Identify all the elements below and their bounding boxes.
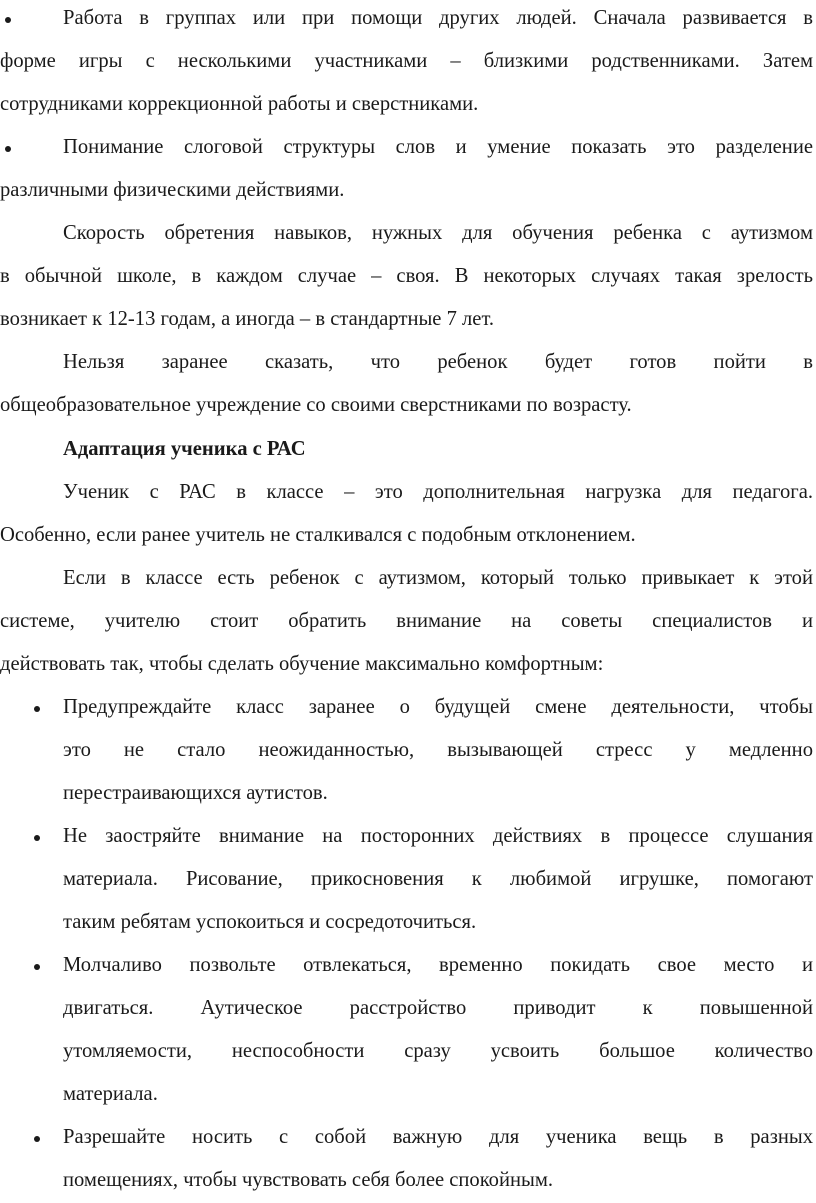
bullet-1-line-2: форме игры с несколькими участниками – близкими родственниками. Затем <box>0 50 813 72</box>
para-speed-line-1: Скорость обретения навыков, нужных для обучения ребенка с аутизмом <box>63 222 813 245</box>
list-bullet-dot <box>34 835 40 841</box>
bullet-1-line-1: Работа в группах или при помощи других людей. Сначала развивается в <box>63 7 813 29</box>
list-3-line-4: материала. <box>63 1083 158 1106</box>
para-speed-line-2: в обычной школе, в каждом случае – своя. В некоторых случаях такая зрелость <box>0 265 813 288</box>
bullet-dot <box>5 17 11 23</box>
list-bullet-dot <box>34 706 40 712</box>
list-4-line-2: помещениях, чтобы чувствовать себя более спокойным. <box>63 1169 554 1192</box>
para-if-line-3: действовать так, чтобы сделать обучение максимально комфортным: <box>0 652 604 675</box>
bullet-dot <box>5 146 11 152</box>
list-3-line-1: Молчаливо позвольте отвлекаться, временно покидать свое место и <box>63 954 813 977</box>
para-cannot-line-2: общеобразовательное учреждение со своими сверстниками по возрасту. <box>0 394 632 417</box>
list-2-line-1: Не заостряйте внимание на посторонних действиях в процессе слушания <box>63 824 813 847</box>
section-heading: Адаптация ученика с РАС <box>63 437 306 460</box>
bullet-2-line-2: различными физическими действиями. <box>0 179 345 202</box>
list-1-line-3: перестраивающихся аутистов. <box>63 781 328 804</box>
para-if-line-2: системе, учителю стоит обратить внимание на советы специалистов и <box>0 609 813 632</box>
list-bullet-dot <box>34 964 40 970</box>
list-3-line-3: утомляемости, неспособности сразу усвоить большое количество <box>63 1040 813 1063</box>
para-if-line-1: Если в классе есть ребенок с аутизмом, который только привыкает к этой <box>63 566 813 589</box>
bullet-1-line-3: сотрудниками коррекционной работы и сверстниками. <box>0 93 479 116</box>
list-bullet-dot <box>34 1136 40 1142</box>
list-1-line-1: Предупреждайте класс заранее о будущей смене деятельности, чтобы <box>63 695 813 718</box>
list-4-line-1: Разрешайте носить с собой важную для ученика вещь в разных <box>63 1126 813 1149</box>
list-1-line-2: это не стало неожиданностью, вызывающей стресс у медленно <box>63 738 813 761</box>
list-2-line-2: материала. Рисование, прикосновения к любимой игрушке, помогают <box>63 868 813 890</box>
list-3-line-2: двигаться. Аутическое расстройство приводит к повышенной <box>63 997 813 1020</box>
bullet-2-line-1: Понимание слоговой структуры слов и умение показать это разделение <box>63 136 813 159</box>
para-student-line-2: Особенно, если ранее учитель не сталкивался с подобным отклонением. <box>0 523 636 546</box>
para-speed-line-3: возникает к 12-13 годам, а иногда – в стандартные 7 лет. <box>0 308 495 331</box>
list-2-line-3: таким ребятам успокоиться и сосредоточиться. <box>63 911 477 933</box>
para-cannot-line-1: Нельзя заранее сказать, что ребенок будет готов пойти в <box>63 351 813 374</box>
para-student-line-1: Ученик с РАС в классе – это дополнительная нагрузка для педагога. <box>63 480 813 503</box>
